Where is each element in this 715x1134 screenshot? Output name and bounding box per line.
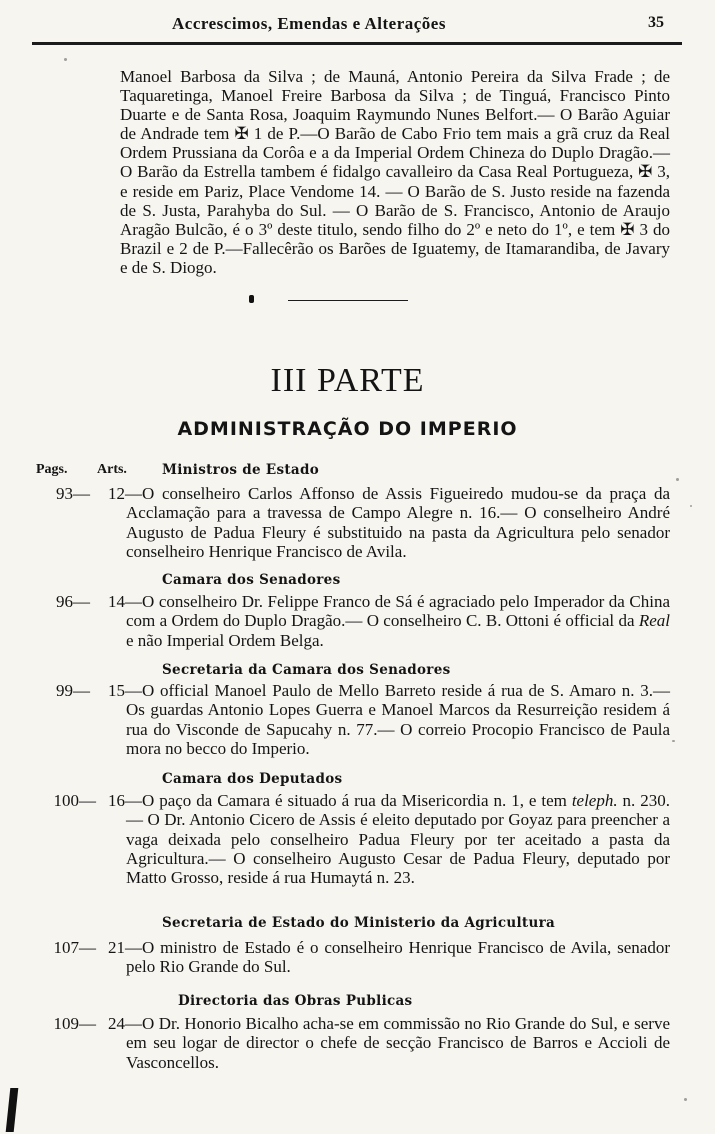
- entry-text-main: 12—O conselheiro Carlos Affonso de Assis Figueiredo mudou-se da praça da Acclamação para a travessa de Campo Alegre n. 16.— O conselheiro André Augusto de Padua Fleury é substituido na pasta da Agricultura pelo senador conselheiro Henrique Francisco de Avila.: [108, 484, 670, 561]
- entry-page-ref: 99—: [56, 681, 90, 700]
- column-label-pags: Pags.: [36, 462, 68, 477]
- section-heading-secretaria-senadores: Secretaria da Camara dos Senadores: [162, 662, 451, 678]
- section-heading-ministros: Ministros de Estado: [162, 462, 320, 478]
- entry-text: [108, 681, 670, 758]
- running-header: Accrescimos, Emendas e Alterações: [172, 14, 446, 33]
- entry-text-rest: n. 230.— O Dr. Antonio Cicero de Assis é eleito deputado por Goyaz para preencher a vaga deixada pelo conselheiro Padua Fleury por ter aceitado a pasta da Agricultura.— O conselheiro Augusto Cesar de Padua Fleury, deputado por Matto Grosso, reside á rua Humaytá n. 23.: [126, 791, 670, 888]
- section-heading-camara-deputados: Camara dos Deputados: [162, 771, 343, 787]
- entry-text-main: 21—O ministro de Estado é o conselheiro Henrique Francisco de Avila, senador pelo Rio Grande do Sul.: [108, 938, 670, 977]
- entry-text-rest: e não Imperial Ordem Belga.: [126, 630, 324, 650]
- entry-text-main: 15—O official Manoel Paulo de Mello Barreto reside á rua de S. Amaro n. 3.— Os guardas Antonio Lopes Guerra e Manoel Marcos da Resurreição residem á rua do Visconde de Sapucahy n. 77.— O correio Procopio Francisco de Paula mora no becco do Imperio.: [108, 681, 670, 758]
- section-heading-obras-publicas: Directoria das Obras Publicas: [178, 993, 413, 1009]
- entry-text: [108, 484, 670, 561]
- column-label-arts: Arts.: [97, 462, 127, 477]
- section-heading-camara-senadores: Camara dos Senadores: [162, 572, 341, 588]
- part-subtitle: ADMINISTRAÇÃO DO IMPERIO: [177, 418, 518, 440]
- section-divider: [288, 300, 408, 301]
- entry-text: [108, 938, 670, 977]
- entry-page-ref: 96—: [56, 592, 90, 611]
- intro-paragraph: Manoel Barbosa da Silva ; de Mauná, Antonio Pereira da Silva Frade ; de Taquaretinga, Manoel Freire Barbosa da Silva ; de Tinguá, Francisco Pinto Duarte e de Santa Rosa, Joaquim Raymundo Nunes Belfort.— O Barão Aguiar de Andrade tem ✠ 1 de P.—O Barão de Cabo Frio tem mais a grã cruz da Real Ordem Prussiana da Corôa e a da Imperial Ordem Chineza do Duplo Dragão.— O Barão da Estrella tambem é fidalgo cavalleiro da Casa Real Portugueza, ✠ 3, e reside em Pariz, Place Vendome 14. — O Barão de S. Justo reside na fazenda de S. Justa, Parahyba do Sul. — O Barão de S. Francisco, Antonio de Araujo Aragão Bulcão, é o 3º deste titulo, sendo filho do 2º e neto do 1º, e tem ✠ 3 do Brazil e 2 de P.—Fallecêrão os Barões de Iguatemy, de Itamarandiba, de Javary e de S. Diogo.: [120, 67, 670, 277]
- entry-text-main: 14—O conselheiro Dr. Felippe Franco de Sá é agraciado pelo Imperador da China com a Ordem do Duplo Dragão.— O conselheiro C. B. Ottoni é official da: [108, 592, 670, 631]
- entry-text-italic: Real: [638, 611, 670, 631]
- entry-text: [108, 791, 670, 887]
- page-edge-mark: [6, 1088, 19, 1132]
- print-speck: [676, 478, 679, 481]
- part-title: III PARTE: [270, 362, 425, 399]
- entry-page-ref: 109—: [53, 1014, 96, 1033]
- print-speck: [690, 505, 692, 507]
- header-rule: [32, 42, 682, 45]
- section-heading-ministerio-agricultura: Secretaria de Estado do Ministerio da Agricultura: [162, 915, 556, 931]
- page-number: 35: [648, 14, 664, 31]
- print-speck: [684, 1098, 687, 1101]
- entry-text: [108, 1014, 670, 1072]
- entry-page-ref: 107—: [53, 938, 96, 957]
- entry-page-ref: 100—: [53, 791, 96, 810]
- entry-text-main: 24—O Dr. Honorio Bicalho acha-se em commissão no Rio Grande do Sul, e serve em seu logar de director o chefe de secção Francisco de Barros e Accioli de Vasconcellos.: [108, 1014, 670, 1072]
- print-speck: [672, 740, 675, 742]
- entry-text-main: 16—O paço da Camara é situado á rua da Misericordia n. 1, e tem: [108, 791, 572, 810]
- print-speck: [64, 58, 67, 61]
- entry-page-ref: 93—: [56, 484, 90, 503]
- section-bullet: [249, 295, 254, 303]
- entry-text-italic: teleph.: [571, 791, 618, 810]
- entry-text: [108, 592, 670, 650]
